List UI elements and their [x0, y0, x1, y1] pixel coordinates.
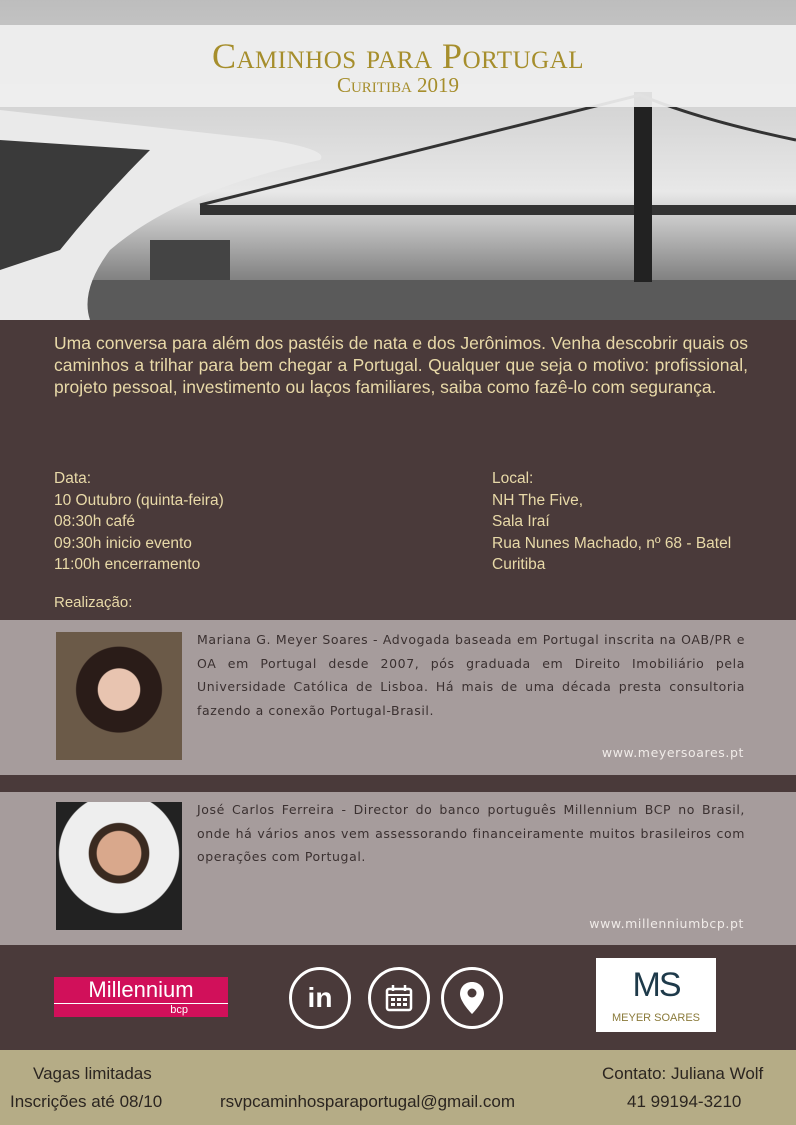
millennium-logo-text: Millennium [54, 977, 228, 1004]
contact-name: Contato: Juliana Wolf [602, 1064, 764, 1083]
location-pin-icon[interactable] [441, 967, 503, 1029]
location-line: Rua Nunes Machado, nº 68 - Batel [492, 534, 732, 552]
registration-deadline: Inscrições até 08/10 [10, 1092, 163, 1111]
millennium-bcp-logo [54, 977, 228, 1017]
date-line: 08:30h café [54, 513, 136, 530]
date-line: 09:30h inicio evento [54, 534, 192, 552]
limited-spots-text: Vagas limitadas [33, 1064, 152, 1083]
ms-logo-monogram: MS [632, 966, 680, 1004]
organizers-label: Realização: [54, 594, 133, 611]
speaker-card-mariana [0, 620, 796, 775]
location-line: Sala Iraí [492, 513, 550, 530]
location-line: NH The Five, [492, 491, 584, 509]
speaker-website-link[interactable]: www.millenniumbcp.pt [589, 916, 744, 931]
location-line: Curitiba [492, 556, 546, 573]
meyer-soares-logo [596, 958, 716, 1032]
speaker-card-jose [0, 792, 796, 945]
date-line: 10 Outubro (quinta-feira) [54, 491, 224, 509]
hero-photo-lisbon-bridge [0, 0, 796, 320]
speaker-website-link[interactable]: www.meyersoares.pt [601, 745, 744, 760]
intro-text: Uma conversa para além dos pastéis de nata e dos Jerônimos. Venha descobrir quais os caminhos a trilhar para bem chegar a Portugal. Qualquer que seja o motivo: profissional, projeto pessoal, investimento ou laços familiares, saiba como fazê-lo com segurança. [54, 333, 748, 397]
title-banner [0, 25, 796, 107]
contact-phone: 41 99194-3210 [627, 1092, 742, 1111]
date-line: 11:00h encerramento [54, 556, 201, 573]
date-block [54, 468, 224, 576]
event-subtitle: Curitiba 2019 [336, 73, 460, 97]
location-label: Local: [492, 470, 534, 487]
rsvp-email-link[interactable]: rsvpcaminhosparaportugal@gmail.com [220, 1092, 516, 1111]
millennium-logo-sub: bcp [170, 1004, 188, 1016]
footer [0, 1050, 796, 1125]
speaker-photo [56, 802, 182, 930]
event-title: Caminhos para Portugal [211, 36, 585, 76]
ms-logo-name: MEYER SOARES [611, 1012, 701, 1024]
date-label: Data: [54, 470, 92, 487]
calendar-icon[interactable] [368, 967, 430, 1029]
speaker-bio: Mariana G. Meyer Soares - Advogada baseada em Portugal inscrita na OAB/PR e OA em Portugal desde 2007, pós graduada em Direito Imobiliário pela Universidade Católica de Lisboa. Há mais de uma década presta consultoria fazendo a conexão Portugal-Brasil. [197, 632, 745, 718]
location-block [492, 468, 731, 576]
speaker-bio: José Carlos Ferreira - Director do banco português Millennium BCP no Brasil, onde há vários anos vem assessorando financeiramente muitos brasileiros com operações com Portugal. [197, 802, 745, 864]
speaker-photo [56, 632, 182, 760]
linkedin-icon[interactable]: in [289, 967, 351, 1029]
